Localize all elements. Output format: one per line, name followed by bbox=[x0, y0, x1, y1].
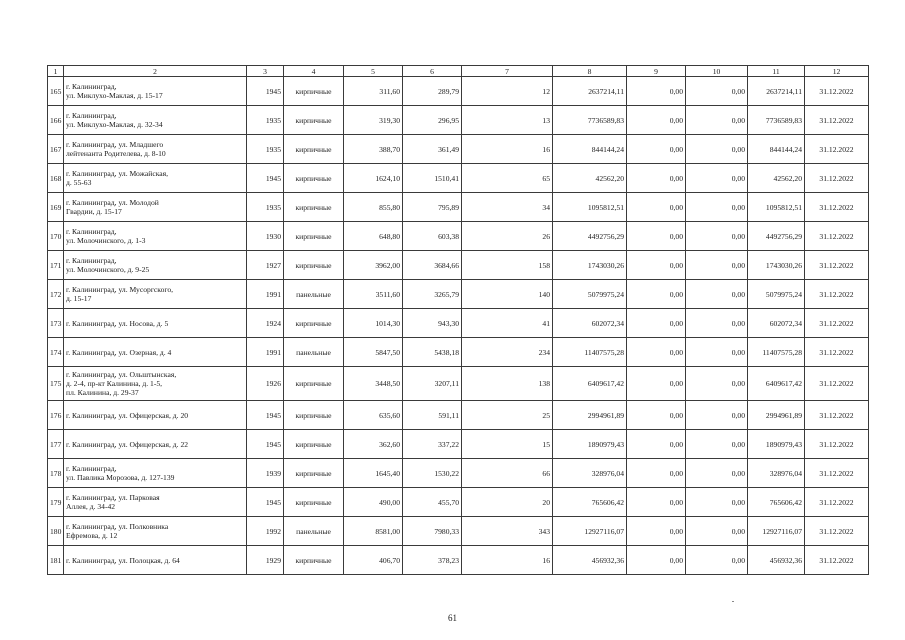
col10-cell: 0,00 bbox=[686, 106, 748, 135]
row-number-cell: 175 bbox=[48, 367, 64, 401]
wall-material-cell: кирпичные bbox=[284, 77, 344, 106]
col7-cell: 15 bbox=[462, 430, 553, 459]
table-row bbox=[48, 77, 869, 106]
col8-cell: 2994961,89 bbox=[553, 401, 627, 430]
col6-cell: 7980,33 bbox=[403, 517, 462, 546]
col9-cell: 0,00 bbox=[627, 106, 686, 135]
col8-cell: 2637214,11 bbox=[553, 77, 627, 106]
column-number: 3 bbox=[247, 66, 284, 77]
page-number: 61 bbox=[448, 613, 457, 623]
col5-cell: 1624,10 bbox=[344, 164, 403, 193]
date-cell: 31.12.2022 bbox=[805, 222, 869, 251]
col9-cell: 0,00 bbox=[627, 367, 686, 401]
table-row bbox=[48, 430, 869, 459]
col5-cell: 406,70 bbox=[344, 546, 403, 575]
col11-cell: 6409617,42 bbox=[748, 367, 805, 401]
col10-cell: 0,00 bbox=[686, 251, 748, 280]
col9-cell: 0,00 bbox=[627, 77, 686, 106]
col11-cell: 12927116,07 bbox=[748, 517, 805, 546]
date-cell: 31.12.2022 bbox=[805, 106, 869, 135]
col8-cell: 11407575,28 bbox=[553, 338, 627, 367]
col8-cell: 456932,36 bbox=[553, 546, 627, 575]
col6-cell: 1510,41 bbox=[403, 164, 462, 193]
row-number-cell: 181 bbox=[48, 546, 64, 575]
col6-cell: 795,89 bbox=[403, 193, 462, 222]
wall-material-cell: панельные bbox=[284, 517, 344, 546]
col9-cell: 0,00 bbox=[627, 401, 686, 430]
column-number: 5 bbox=[344, 66, 403, 77]
col6-cell: 378,23 bbox=[403, 546, 462, 575]
col9-cell: 0,00 bbox=[627, 430, 686, 459]
column-number: 7 bbox=[462, 66, 553, 77]
col6-cell: 1530,22 bbox=[403, 459, 462, 488]
col11-cell: 42562,20 bbox=[748, 164, 805, 193]
row-number-cell: 179 bbox=[48, 488, 64, 517]
col5-cell: 1645,40 bbox=[344, 459, 403, 488]
col7-cell: 34 bbox=[462, 193, 553, 222]
year-cell: 1926 bbox=[247, 367, 284, 401]
col5-cell: 648,80 bbox=[344, 222, 403, 251]
col6-cell: 3207,11 bbox=[403, 367, 462, 401]
col9-cell: 0,00 bbox=[627, 251, 686, 280]
col7-cell: 16 bbox=[462, 135, 553, 164]
col7-cell: 66 bbox=[462, 459, 553, 488]
year-cell: 1945 bbox=[247, 488, 284, 517]
wall-material-cell: кирпичные bbox=[284, 222, 344, 251]
address-cell: г. Калининград, ул. Можайская, д. 55-63 bbox=[64, 164, 247, 193]
col6-cell: 3265,79 bbox=[403, 280, 462, 309]
table-row bbox=[48, 338, 869, 367]
date-cell: 31.12.2022 bbox=[805, 546, 869, 575]
col11-cell: 4492756,29 bbox=[748, 222, 805, 251]
date-cell: 31.12.2022 bbox=[805, 77, 869, 106]
row-number-cell: 170 bbox=[48, 222, 64, 251]
year-cell: 1927 bbox=[247, 251, 284, 280]
col11-cell: 1890979,43 bbox=[748, 430, 805, 459]
table-row bbox=[48, 367, 869, 401]
col8-cell: 602072,34 bbox=[553, 309, 627, 338]
col8-cell: 6409617,42 bbox=[553, 367, 627, 401]
wall-material-cell: кирпичные bbox=[284, 488, 344, 517]
col11-cell: 11407575,28 bbox=[748, 338, 805, 367]
date-cell: 31.12.2022 bbox=[805, 164, 869, 193]
housing-table bbox=[47, 65, 869, 575]
wall-material-cell: панельные bbox=[284, 338, 344, 367]
address-cell: г. Калининград, ул. Мусоргского, д. 15-17 bbox=[64, 280, 247, 309]
col11-cell: 1743030,26 bbox=[748, 251, 805, 280]
col10-cell: 0,00 bbox=[686, 77, 748, 106]
col6-cell: 943,30 bbox=[403, 309, 462, 338]
row-number-cell: 167 bbox=[48, 135, 64, 164]
col10-cell: 0,00 bbox=[686, 517, 748, 546]
address-cell: г. Калининград, ул. Молодой Гвардии, д. 15-17 bbox=[64, 193, 247, 222]
col11-cell: 1095812,51 bbox=[748, 193, 805, 222]
wall-material-cell: кирпичные bbox=[284, 430, 344, 459]
table-row bbox=[48, 546, 869, 575]
address-cell: г. Калининград, ул. Ольштынская, д. 2-4, пр-кт Калинина, д. 1-5, пл. Калинина, д. 29-37 bbox=[64, 367, 247, 401]
col11-cell: 2637214,11 bbox=[748, 77, 805, 106]
col8-cell: 328976,04 bbox=[553, 459, 627, 488]
col10-cell: 0,00 bbox=[686, 459, 748, 488]
col5-cell: 388,70 bbox=[344, 135, 403, 164]
address-cell: г. Калининград, ул. Миклухо-Маклая, д. 32-34 bbox=[64, 106, 247, 135]
table-row bbox=[48, 164, 869, 193]
col10-cell: 0,00 bbox=[686, 338, 748, 367]
col8-cell: 4492756,29 bbox=[553, 222, 627, 251]
column-number-row bbox=[48, 66, 869, 77]
row-number-cell: 174 bbox=[48, 338, 64, 367]
row-number-cell: 180 bbox=[48, 517, 64, 546]
wall-material-cell: кирпичные bbox=[284, 164, 344, 193]
wall-material-cell: кирпичные bbox=[284, 106, 344, 135]
date-cell: 31.12.2022 bbox=[805, 251, 869, 280]
table-row bbox=[48, 517, 869, 546]
row-number-cell: 165 bbox=[48, 77, 64, 106]
wall-material-cell: кирпичные bbox=[284, 193, 344, 222]
col9-cell: 0,00 bbox=[627, 517, 686, 546]
address-cell: г. Калининград, ул. Парковая Аллея, д. 34-42 bbox=[64, 488, 247, 517]
column-number: 8 bbox=[553, 66, 627, 77]
column-number: 1 bbox=[48, 66, 64, 77]
table-row bbox=[48, 222, 869, 251]
col10-cell: 0,00 bbox=[686, 193, 748, 222]
col11-cell: 2994961,89 bbox=[748, 401, 805, 430]
address-cell: г. Калининград, ул. Офицерская, д. 22 bbox=[64, 430, 247, 459]
col10-cell: 0,00 bbox=[686, 401, 748, 430]
col8-cell: 1890979,43 bbox=[553, 430, 627, 459]
col7-cell: 41 bbox=[462, 309, 553, 338]
col6-cell: 337,22 bbox=[403, 430, 462, 459]
year-cell: 1945 bbox=[247, 401, 284, 430]
col10-cell: 0,00 bbox=[686, 309, 748, 338]
year-cell: 1935 bbox=[247, 135, 284, 164]
col10-cell: 0,00 bbox=[686, 135, 748, 164]
col10-cell: 0,00 bbox=[686, 222, 748, 251]
year-cell: 1991 bbox=[247, 280, 284, 309]
col9-cell: 0,00 bbox=[627, 459, 686, 488]
col8-cell: 12927116,07 bbox=[553, 517, 627, 546]
column-number: 6 bbox=[403, 66, 462, 77]
column-number: 10 bbox=[686, 66, 748, 77]
col10-cell: 0,00 bbox=[686, 488, 748, 517]
table-row bbox=[48, 309, 869, 338]
col7-cell: 343 bbox=[462, 517, 553, 546]
col11-cell: 5079975,24 bbox=[748, 280, 805, 309]
wall-material-cell: кирпичные bbox=[284, 135, 344, 164]
col9-cell: 0,00 bbox=[627, 135, 686, 164]
col5-cell: 3448,50 bbox=[344, 367, 403, 401]
year-cell: 1924 bbox=[247, 309, 284, 338]
address-cell: г. Калининград, ул. Молочинского, д. 9-25 bbox=[64, 251, 247, 280]
date-cell: 31.12.2022 bbox=[805, 459, 869, 488]
column-number: 4 bbox=[284, 66, 344, 77]
address-cell: г. Калининград, ул. Полоцкая, д. 64 bbox=[64, 546, 247, 575]
col5-cell: 635,60 bbox=[344, 401, 403, 430]
col6-cell: 361,49 bbox=[403, 135, 462, 164]
col9-cell: 0,00 bbox=[627, 338, 686, 367]
col8-cell: 1095812,51 bbox=[553, 193, 627, 222]
col7-cell: 25 bbox=[462, 401, 553, 430]
col7-cell: 13 bbox=[462, 106, 553, 135]
address-cell: г. Калининград, ул. Носова, д. 5 bbox=[64, 309, 247, 338]
col8-cell: 42562,20 bbox=[553, 164, 627, 193]
year-cell: 1930 bbox=[247, 222, 284, 251]
col9-cell: 0,00 bbox=[627, 164, 686, 193]
wall-material-cell: кирпичные bbox=[284, 546, 344, 575]
year-cell: 1935 bbox=[247, 193, 284, 222]
row-number-cell: 171 bbox=[48, 251, 64, 280]
col8-cell: 1743030,26 bbox=[553, 251, 627, 280]
col7-cell: 26 bbox=[462, 222, 553, 251]
col5-cell: 362,60 bbox=[344, 430, 403, 459]
wall-material-cell: кирпичные bbox=[284, 459, 344, 488]
date-cell: 31.12.2022 bbox=[805, 430, 869, 459]
year-cell: 1935 bbox=[247, 106, 284, 135]
col7-cell: 65 bbox=[462, 164, 553, 193]
row-number-cell: 177 bbox=[48, 430, 64, 459]
row-number-cell: 169 bbox=[48, 193, 64, 222]
col5-cell: 490,00 bbox=[344, 488, 403, 517]
col5-cell: 855,80 bbox=[344, 193, 403, 222]
table-row bbox=[48, 193, 869, 222]
table-body bbox=[48, 66, 869, 575]
col6-cell: 296,95 bbox=[403, 106, 462, 135]
table-row bbox=[48, 488, 869, 517]
date-cell: 31.12.2022 bbox=[805, 488, 869, 517]
col11-cell: 328976,04 bbox=[748, 459, 805, 488]
col5-cell: 1014,30 bbox=[344, 309, 403, 338]
table-row bbox=[48, 135, 869, 164]
column-number: 9 bbox=[627, 66, 686, 77]
col7-cell: 16 bbox=[462, 546, 553, 575]
col5-cell: 8581,00 bbox=[344, 517, 403, 546]
address-cell: г. Калининград, ул. Полковника Ефремова, д. 12 bbox=[64, 517, 247, 546]
address-cell: г. Калининград, ул. Молочинского, д. 1-3 bbox=[64, 222, 247, 251]
wall-material-cell: кирпичные bbox=[284, 367, 344, 401]
col10-cell: 0,00 bbox=[686, 546, 748, 575]
year-cell: 1992 bbox=[247, 517, 284, 546]
col10-cell: 0,00 bbox=[686, 430, 748, 459]
col7-cell: 138 bbox=[462, 367, 553, 401]
col9-cell: 0,00 bbox=[627, 193, 686, 222]
col11-cell: 456932,36 bbox=[748, 546, 805, 575]
row-number-cell: 172 bbox=[48, 280, 64, 309]
date-cell: 31.12.2022 bbox=[805, 309, 869, 338]
date-cell: 31.12.2022 bbox=[805, 367, 869, 401]
col5-cell: 319,30 bbox=[344, 106, 403, 135]
col8-cell: 5079975,24 bbox=[553, 280, 627, 309]
year-cell: 1945 bbox=[247, 77, 284, 106]
wall-material-cell: панельные bbox=[284, 280, 344, 309]
col10-cell: 0,00 bbox=[686, 280, 748, 309]
year-cell: 1929 bbox=[247, 546, 284, 575]
date-cell: 31.12.2022 bbox=[805, 517, 869, 546]
table-row bbox=[48, 459, 869, 488]
wall-material-cell: кирпичные bbox=[284, 309, 344, 338]
col11-cell: 765606,42 bbox=[748, 488, 805, 517]
col9-cell: 0,00 bbox=[627, 222, 686, 251]
date-cell: 31.12.2022 bbox=[805, 338, 869, 367]
date-cell: 31.12.2022 bbox=[805, 401, 869, 430]
date-cell: 31.12.2022 bbox=[805, 280, 869, 309]
col6-cell: 5438,18 bbox=[403, 338, 462, 367]
col5-cell: 311,60 bbox=[344, 77, 403, 106]
scan-mark bbox=[732, 601, 734, 602]
col9-cell: 0,00 bbox=[627, 309, 686, 338]
table-row bbox=[48, 401, 869, 430]
year-cell: 1945 bbox=[247, 430, 284, 459]
col9-cell: 0,00 bbox=[627, 546, 686, 575]
column-number: 2 bbox=[64, 66, 247, 77]
col11-cell: 7736589,83 bbox=[748, 106, 805, 135]
date-cell: 31.12.2022 bbox=[805, 135, 869, 164]
address-cell: г. Калининград, ул. Озерная, д. 4 bbox=[64, 338, 247, 367]
col7-cell: 12 bbox=[462, 77, 553, 106]
row-number-cell: 178 bbox=[48, 459, 64, 488]
year-cell: 1991 bbox=[247, 338, 284, 367]
col5-cell: 5847,50 bbox=[344, 338, 403, 367]
address-cell: г. Калининград, ул. Офицерская, д. 20 bbox=[64, 401, 247, 430]
address-cell: г. Калининград, ул. Младшего лейтенанта Родителева, д. 8-10 bbox=[64, 135, 247, 164]
row-number-cell: 176 bbox=[48, 401, 64, 430]
table-row bbox=[48, 251, 869, 280]
col9-cell: 0,00 bbox=[627, 280, 686, 309]
col7-cell: 234 bbox=[462, 338, 553, 367]
row-number-cell: 168 bbox=[48, 164, 64, 193]
date-cell: 31.12.2022 bbox=[805, 193, 869, 222]
col6-cell: 455,70 bbox=[403, 488, 462, 517]
address-cell: г. Калининград, ул. Миклухо-Маклая, д. 15-17 bbox=[64, 77, 247, 106]
col7-cell: 20 bbox=[462, 488, 553, 517]
wall-material-cell: кирпичные bbox=[284, 401, 344, 430]
col6-cell: 603,38 bbox=[403, 222, 462, 251]
col5-cell: 3962,00 bbox=[344, 251, 403, 280]
col8-cell: 765606,42 bbox=[553, 488, 627, 517]
col7-cell: 140 bbox=[462, 280, 553, 309]
col10-cell: 0,00 bbox=[686, 164, 748, 193]
row-number-cell: 166 bbox=[48, 106, 64, 135]
col8-cell: 7736589,83 bbox=[553, 106, 627, 135]
wall-material-cell: кирпичные bbox=[284, 251, 344, 280]
table-row bbox=[48, 106, 869, 135]
col9-cell: 0,00 bbox=[627, 488, 686, 517]
col10-cell: 0,00 bbox=[686, 367, 748, 401]
col6-cell: 289,79 bbox=[403, 77, 462, 106]
address-cell: г. Калининград, ул. Павлика Морозова, д. 127-139 bbox=[64, 459, 247, 488]
col6-cell: 3684,66 bbox=[403, 251, 462, 280]
column-number: 12 bbox=[805, 66, 869, 77]
col6-cell: 591,11 bbox=[403, 401, 462, 430]
col8-cell: 844144,24 bbox=[553, 135, 627, 164]
table-row bbox=[48, 280, 869, 309]
year-cell: 1945 bbox=[247, 164, 284, 193]
col7-cell: 158 bbox=[462, 251, 553, 280]
col11-cell: 844144,24 bbox=[748, 135, 805, 164]
row-number-cell: 173 bbox=[48, 309, 64, 338]
column-number: 11 bbox=[748, 66, 805, 77]
col11-cell: 602072,34 bbox=[748, 309, 805, 338]
year-cell: 1939 bbox=[247, 459, 284, 488]
col5-cell: 3511,60 bbox=[344, 280, 403, 309]
